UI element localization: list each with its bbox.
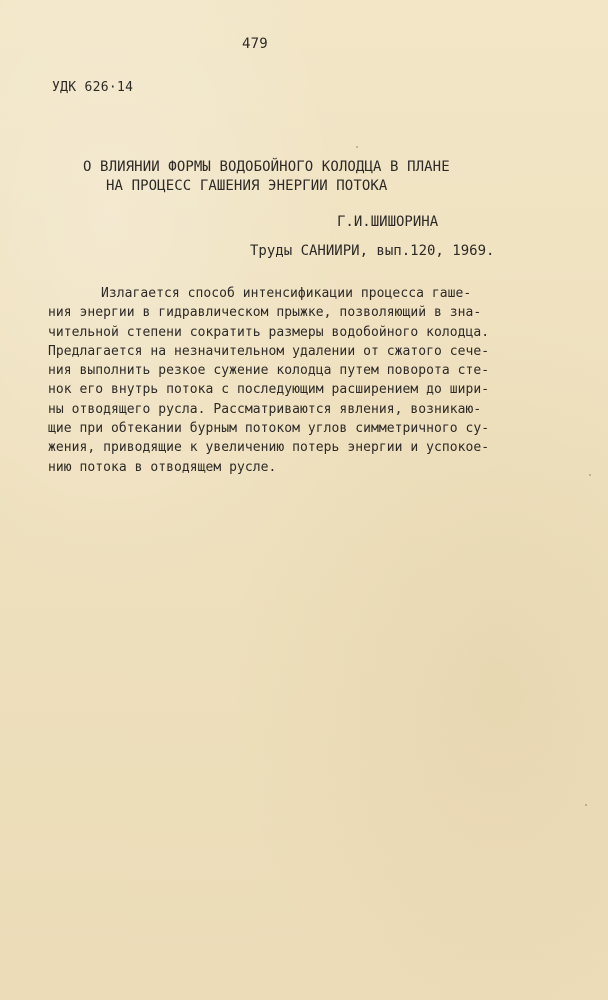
page-number: 479 (242, 36, 268, 52)
author-name: Г.И.ШИШОРИНА (337, 214, 439, 230)
paper-speck (585, 804, 587, 806)
paper-speck (589, 474, 591, 476)
abstract-line-6: нок его внутрь потока с последующим расширением до шири- (48, 382, 490, 398)
abstract-line-4: Предлагается на незначительном удалении от сжатого сече- (48, 343, 490, 359)
udc-code: УДК 626·14 (52, 80, 134, 95)
abstract-line-9: жения, приводящие к увеличению потерь энергии и успокое- (48, 440, 490, 456)
abstract-line-3: чительной степени сократить размеры водобойного колодца. (48, 324, 490, 340)
publication-source: Труды САНИИРИ, вып.120, 1969. (250, 243, 495, 259)
abstract-line-1: Излагается способ интенсификации процесса гаше- (101, 286, 472, 301)
abstract-line-5: ния выполнить резкое сужение колодца путем поворота сте- (48, 363, 490, 379)
abstract-line-2: ния энергии в гидравлическом прыжке, позволяющий в зна- (48, 305, 482, 321)
title-line-1: О ВЛИЯНИИ ФОРМЫ ВОДОБОЙНОГО КОЛОДЦА В ПЛАНЕ (83, 159, 450, 175)
abstract-line-10: нию потока в отводящем русле. (48, 459, 277, 475)
paper-speck (356, 146, 358, 148)
abstract-line-8: щие при обтекании бурным потоком углов симметричного су- (48, 421, 490, 437)
title-line-2: НА ПРОЦЕСС ГАШЕНИЯ ЭНЕРГИИ ПОТОКА (106, 178, 388, 194)
abstract-line-7: ны отводящего русла. Рассматриваются явления, возникаю- (48, 401, 482, 417)
abstract-text (48, 284, 508, 477)
